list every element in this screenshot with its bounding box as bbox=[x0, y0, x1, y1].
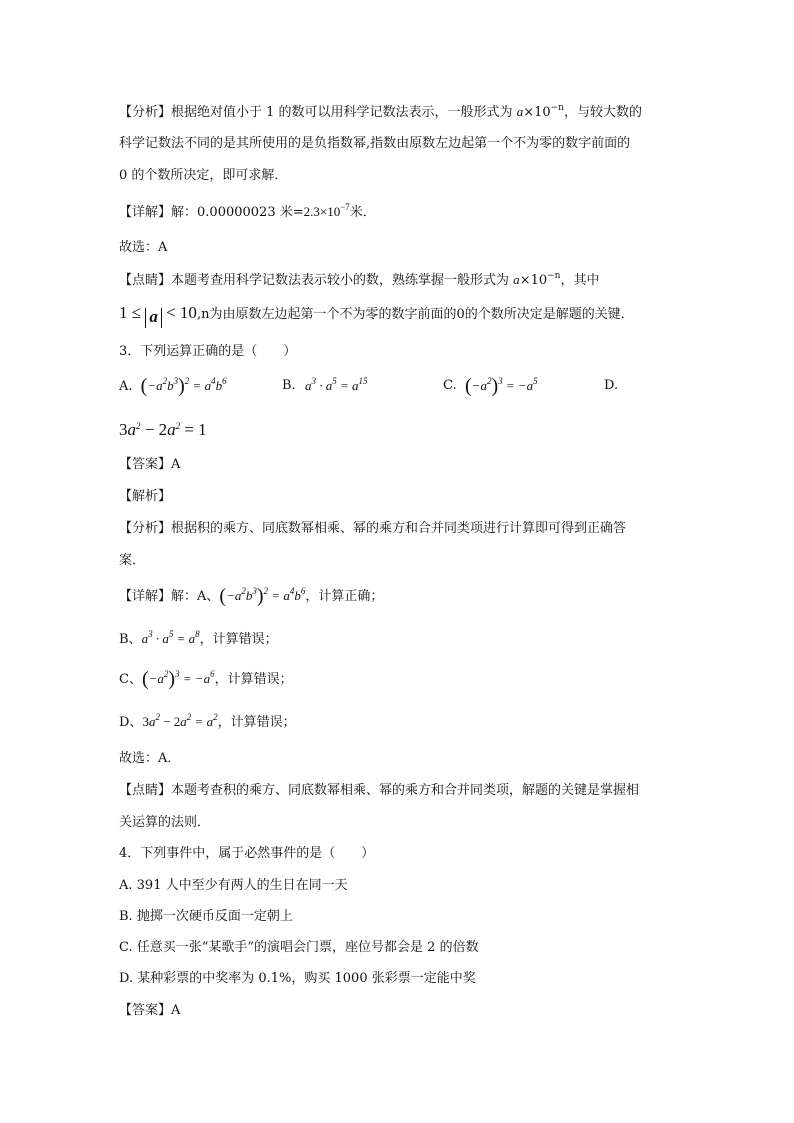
q3-analysis-line-1 bbox=[119, 520, 626, 538]
analysis-tail: ，与较大数的 bbox=[563, 105, 642, 120]
remark-line-2 bbox=[119, 304, 634, 328]
remark-times: $\times 10^{-n}$ bbox=[519, 271, 561, 288]
q3-detail-a-formula: $(-a^2b^3)^2 = a^4b^6$ bbox=[219, 585, 306, 607]
abs-inequality: 1 ≤ a < 10 bbox=[119, 303, 197, 326]
times-sign: $\times 10^{-n}$ bbox=[523, 103, 564, 120]
analysis-text: 根据绝对值小于 1 的数可以用科学记数法表示，一般形式为 bbox=[171, 105, 513, 120]
detail-tag: 【详解】 bbox=[119, 205, 172, 220]
analysis-line-2: 科学记数法不同的是其所使用的是负指数幂,指数由原数左边起第一个不为零的数字前面的 bbox=[119, 136, 631, 151]
q3-answer-value: A bbox=[171, 457, 181, 472]
q3-detail-c bbox=[119, 670, 293, 689]
q3-jiexi: 【解析】 bbox=[119, 489, 172, 504]
q3-options-row bbox=[119, 377, 639, 396]
choice-line: 故选：A bbox=[119, 240, 168, 255]
q3-detail-c-pre: C、 bbox=[119, 672, 142, 687]
remark-line-1 bbox=[119, 271, 599, 290]
q4-answer bbox=[119, 1002, 180, 1020]
q3-option-b-label: B. bbox=[282, 378, 296, 393]
q3-detail-c-post: ，计算错误； bbox=[214, 672, 293, 687]
q3-remark-text: 本题考查积的乘方、同底数幂相乘、幂的乘方和合并同类项，解题的关键是掌握相 bbox=[171, 783, 640, 798]
detail-text: 解：0.00000023 米= bbox=[171, 205, 304, 220]
q3-detail-a-post: ，计算正确； bbox=[305, 589, 384, 604]
q3-option-c-label: C. bbox=[443, 378, 457, 393]
q3-option-c-formula: $(-a^2)^3 = -a^5$ bbox=[465, 375, 538, 397]
q4-option-c: C. 任意买一张“某歌手”的演唱会门票，座位号都会是 2 的倍数 bbox=[119, 940, 479, 955]
q3-choice: 故选：A． bbox=[119, 751, 181, 766]
q3-detail-b-pre: B、 bbox=[119, 632, 142, 647]
q3-stem: 3．下列运算正确的是（ ） bbox=[119, 344, 297, 359]
q3-detail-a bbox=[119, 587, 383, 606]
q3-remark-line-2: 关运算的法则． bbox=[119, 815, 211, 830]
remark-tag: 【点睛】 bbox=[119, 273, 172, 288]
remark-text-2: ,n为由原数左边起第一个不为零的数字前面的0的个数所决定是解题的关键． bbox=[196, 307, 634, 322]
q3-detail-b-formula: $a^3 \cdot a^5 = a^8$ bbox=[141, 629, 200, 646]
q3-option-a-formula: $(-a^2b^3)^2 = a^4b^6$ bbox=[140, 375, 227, 397]
q3-detail-c-formula: $(-a^2)^3 = -a^6$ bbox=[141, 668, 215, 690]
q3-option-d-formula: $3a^2 - 2a^2 = 1$ bbox=[119, 420, 207, 439]
q3-detail-b bbox=[119, 630, 278, 649]
q4-answer-value: A bbox=[171, 1003, 181, 1018]
q3-analysis-text: 根据积的乘方、同底数幂相乘、幂的乘方和合并同类项进行计算即可得到正确答 bbox=[171, 521, 627, 536]
analysis-tag: 【分析】 bbox=[119, 105, 172, 120]
q3-detail-d-formula: $3a^2 - 2a^2 = a^2$ bbox=[142, 712, 218, 729]
remark-formula: a bbox=[513, 272, 520, 287]
q3-option-a-label: A. bbox=[119, 379, 133, 394]
q3-remark-tag: 【点睛】 bbox=[119, 783, 172, 798]
q3-detail-b-post: ，计算错误； bbox=[199, 632, 278, 647]
q4-option-b: B. 抛掷一次硬币反面一定朝上 bbox=[119, 909, 293, 924]
q3-option-d-label: D. bbox=[604, 378, 619, 393]
detail-line bbox=[119, 203, 376, 222]
analysis-line-1 bbox=[119, 103, 642, 122]
detail-unit: 米． bbox=[349, 205, 376, 220]
q3-detail-d-pre: D、 bbox=[119, 715, 143, 730]
q4-stem: 4．下列事件中，属于必然事件的是（ ） bbox=[119, 846, 375, 861]
q4-option-d: D. 某种彩票的中奖率为 0.1%，购买 1000 张彩票一定能中奖 bbox=[119, 971, 476, 986]
q3-detail-d-post: ，计算错误； bbox=[217, 715, 296, 730]
sci-notation-formula: a bbox=[516, 104, 524, 119]
detail-formula: $2.3\times 10^{-7}$ bbox=[303, 202, 350, 219]
analysis-line-3: 0 的个数所决定，即可求解． bbox=[119, 168, 288, 183]
q3-analysis-tag: 【分析】 bbox=[119, 521, 172, 536]
q4-option-a: A. 391 人中至少有两人的生日在同一天 bbox=[119, 878, 348, 893]
q3-detail-d bbox=[119, 713, 296, 732]
remark-text: 本题考查用科学记数法表示较小的数，熟练掌握一般形式为 bbox=[171, 273, 510, 288]
q3-detail-tag: 【详解】 bbox=[119, 589, 172, 604]
q3-remark-line-1 bbox=[119, 782, 639, 800]
q3-option-b-formula: $a^3 \cdot a^5 = a^{15}$ bbox=[305, 376, 368, 393]
remark-tail: ，其中 bbox=[560, 273, 600, 288]
q3-analysis-line-2: 案． bbox=[119, 553, 146, 568]
q4-answer-tag: 【答案】 bbox=[119, 1003, 172, 1018]
q3-answer-tag: 【答案】 bbox=[119, 457, 172, 472]
q3-detail-a-pre: 解：A、 bbox=[171, 589, 220, 604]
q3-answer bbox=[119, 456, 180, 474]
